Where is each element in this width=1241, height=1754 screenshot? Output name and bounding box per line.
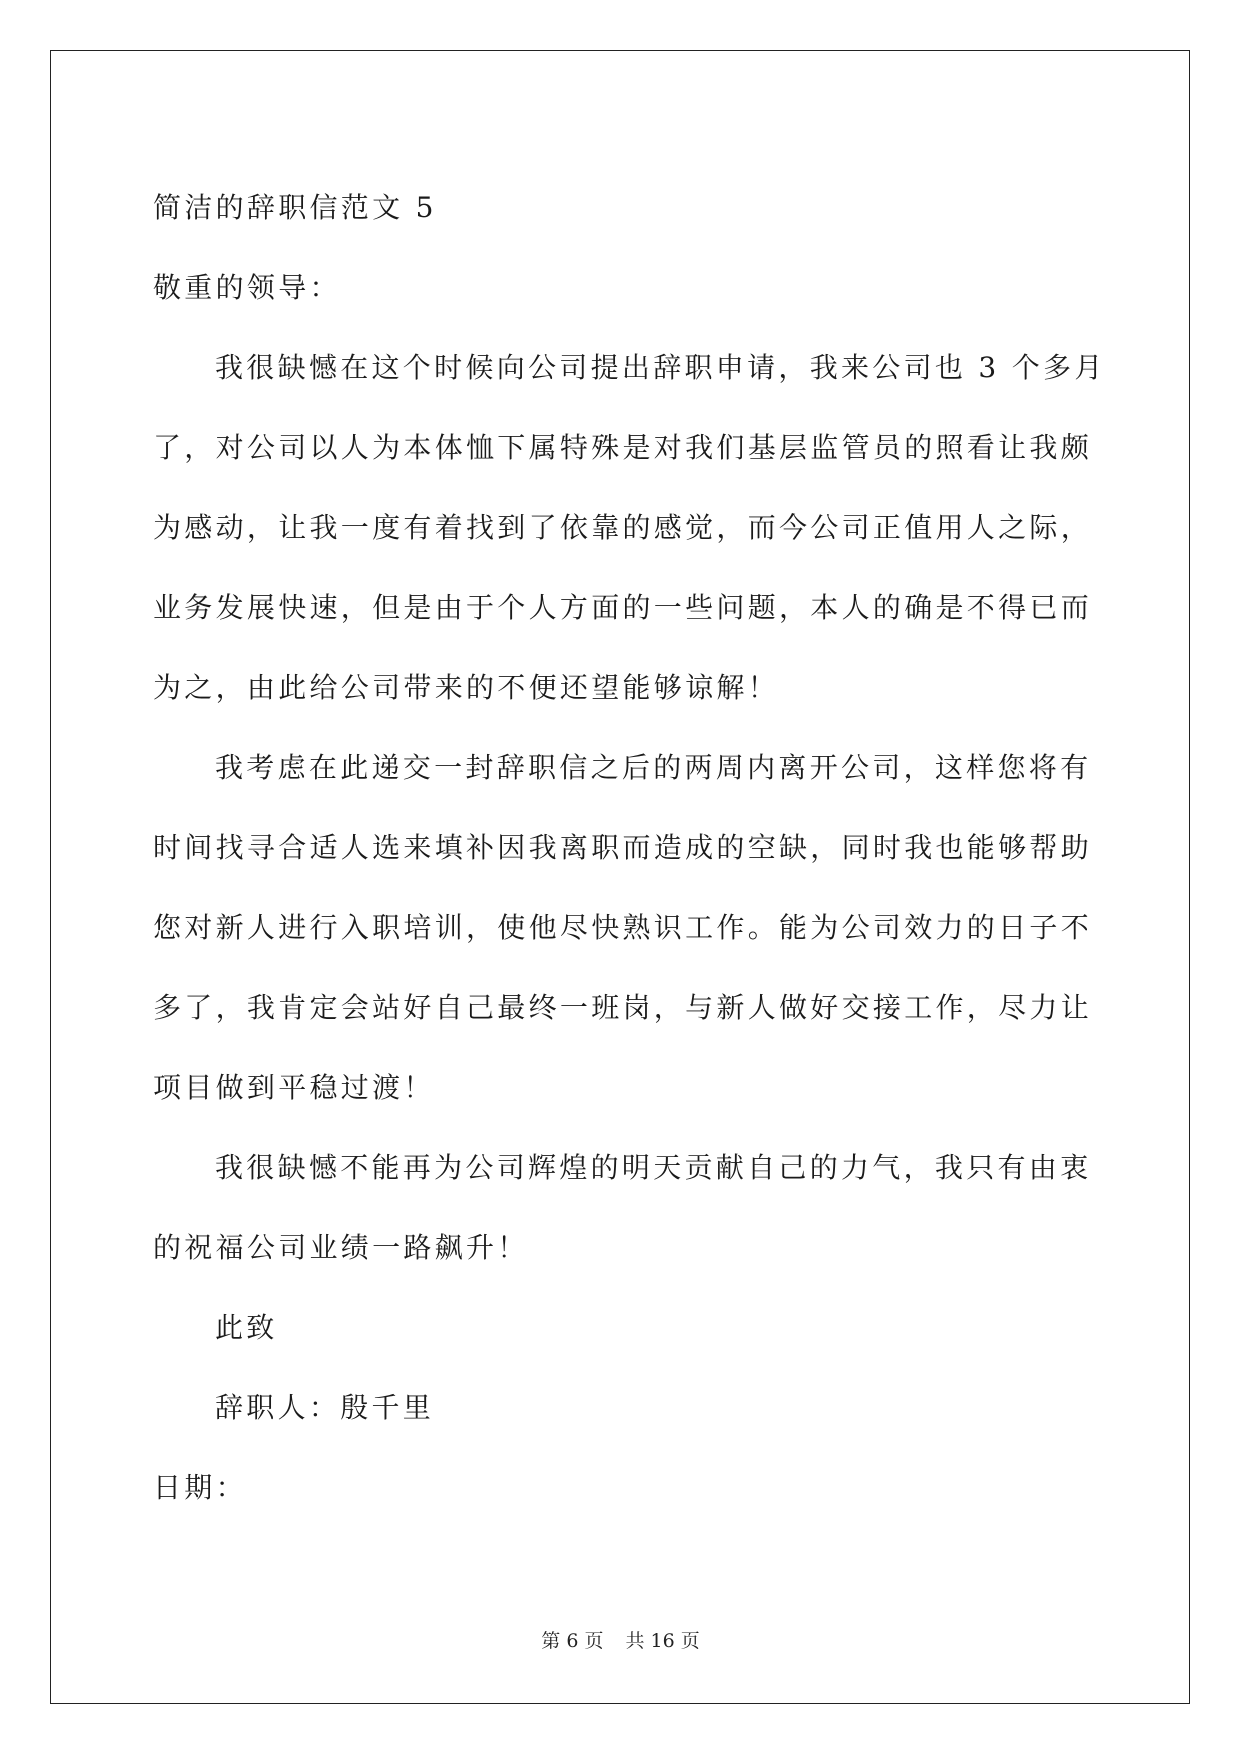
paragraph-line: 您对新人进行入职培训，使他尽快熟识工作。能为公司效力的日子不 <box>153 911 1093 944</box>
paragraph-line: 我很缺憾不能再为公司辉煌的明天贡献自己的力气，我只有由衷 <box>215 1151 1092 1184</box>
paragraph-line: 了，对公司以人为本体恤下属特殊是对我们基层监管员的照看让我颇 <box>153 431 1093 464</box>
paragraph-line: 项目做到平稳过渡！ <box>153 1071 435 1104</box>
letter-body <box>153 168 1106 1528</box>
paragraph-line: 我考虑在此递交一封辞职信之后的两周内离开公司，这样您将有 <box>215 751 1092 784</box>
paragraph-line: 多了，我肯定会站好自己最终一班岗，与新人做好交接工作，尽力让 <box>153 991 1093 1024</box>
closing: 此致 <box>215 1311 278 1344</box>
paragraph-line: 时间找寻合适人选来填补因我离职而造成的空缺，同时我也能够帮助 <box>153 831 1093 864</box>
paragraph-line: 的祝福公司业绩一路飙升！ <box>153 1231 529 1264</box>
paragraph-line: 业务发展快速，但是由于个人方面的一些问题，本人的确是不得已而 <box>153 591 1093 624</box>
paragraph-line: 我很缺憾在这个时候向公司提出辞职申请，我来公司也 3 个多月 <box>215 351 1106 384</box>
page-number-current: 第 6 页 <box>541 1630 604 1652</box>
document-title: 简洁的辞职信范文 5 <box>153 191 437 224</box>
page-number-total: 共 16 页 <box>625 1630 700 1652</box>
date-label: 日期： <box>153 1471 247 1504</box>
paragraph-line: 为感动，让我一度有着找到了依靠的感觉，而今公司正值用人之际， <box>153 511 1093 544</box>
paragraph-line: 为之，由此给公司带来的不便还望能够谅解！ <box>153 671 780 704</box>
page-footer <box>0 1626 1241 1653</box>
salutation: 敬重的领导： <box>153 271 341 304</box>
signature: 辞职人：殷千里 <box>215 1391 435 1424</box>
